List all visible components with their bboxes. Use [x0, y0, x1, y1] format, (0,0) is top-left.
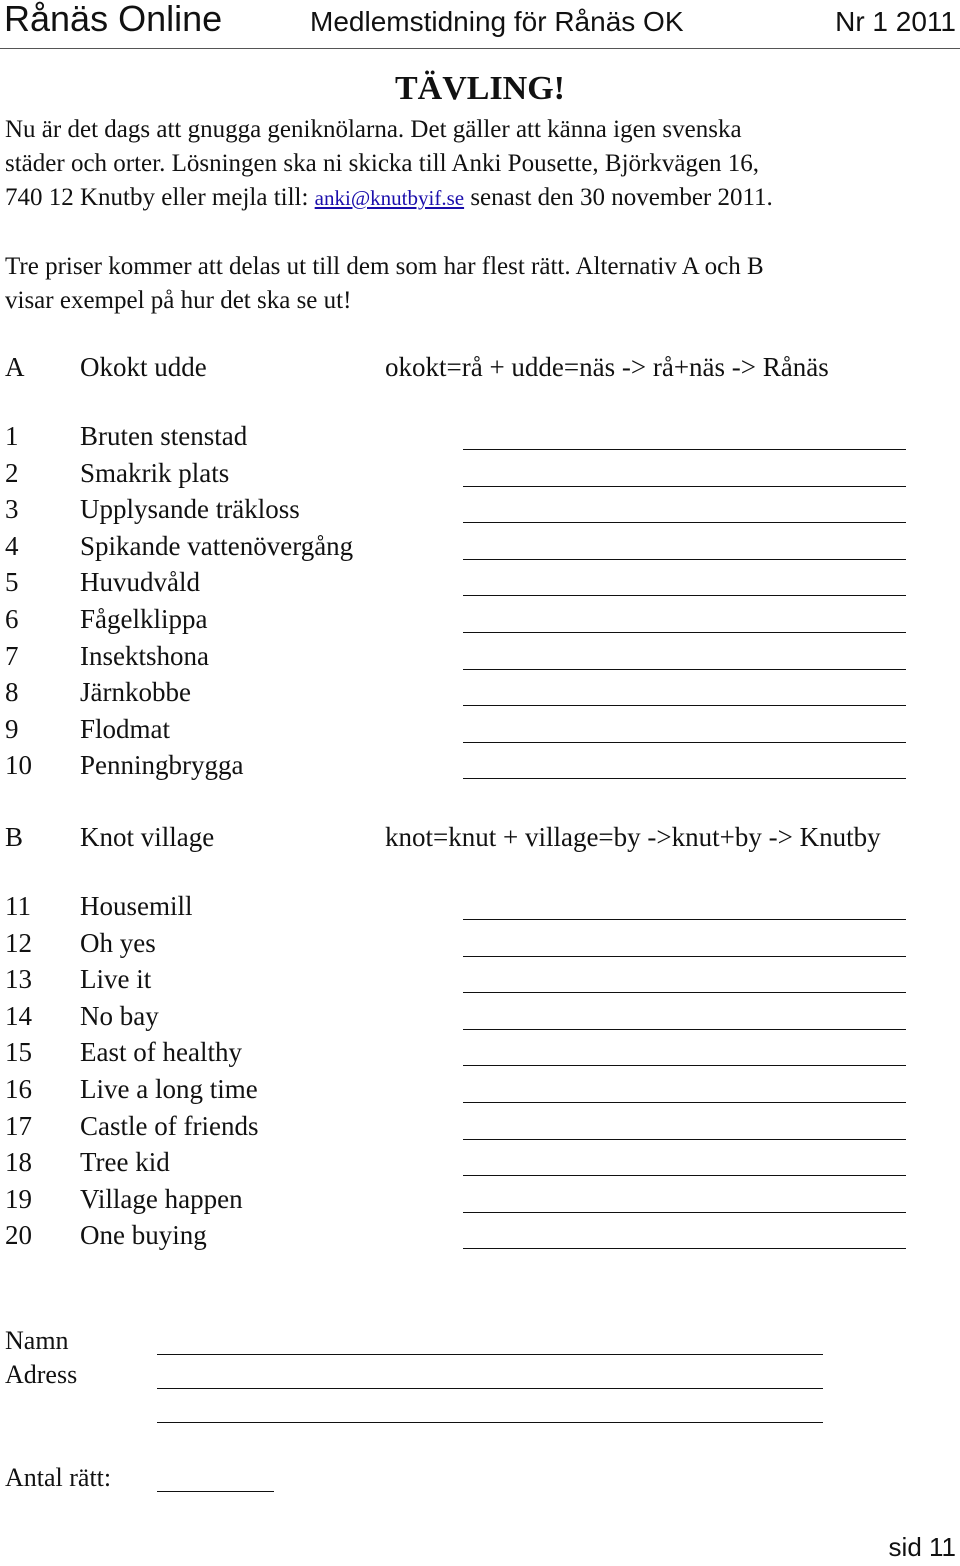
question-row	[0, 604, 960, 640]
answer-line[interactable]	[463, 1102, 906, 1103]
question-clue: No bay	[80, 1000, 159, 1031]
answer-line[interactable]	[463, 522, 906, 523]
question-clue: Smakrik plats	[80, 457, 230, 488]
question-number: 1	[5, 421, 19, 451]
question-clue: Huvudvåld	[80, 567, 200, 598]
question-number: 13	[5, 964, 32, 995]
question-number: 17	[5, 1110, 32, 1141]
intro-line-2: städer och orter. Lösningen ska ni skicka till Anki Pousette, Björkvägen 16,	[5, 150, 760, 177]
answer-line[interactable]	[463, 559, 906, 560]
answer-line[interactable]	[463, 632, 906, 633]
question-clue: One buying	[80, 1220, 207, 1251]
question-clue: Fågelklippa	[80, 604, 208, 634]
address-answer-line-1[interactable]	[157, 1388, 823, 1389]
question-row	[0, 964, 960, 1000]
answer-line[interactable]	[463, 778, 906, 779]
example-a-clue: Okokt udde	[80, 352, 207, 382]
question-number: 7	[5, 640, 19, 671]
question-row	[0, 1001, 960, 1037]
question-clue: Penningbrygga	[80, 750, 244, 781]
answer-line[interactable]	[463, 669, 906, 670]
intro-line-1: Nu är det dags att gnugga geniknölarna. Det gäller att känna igen svenska	[5, 116, 742, 143]
answer-line[interactable]	[463, 1065, 906, 1066]
question-number: 19	[5, 1183, 32, 1214]
answer-line[interactable]	[463, 1175, 906, 1176]
name-answer-line[interactable]	[157, 1354, 823, 1355]
answer-line[interactable]	[463, 1248, 906, 1249]
question-number: 6	[5, 604, 19, 634]
question-row	[0, 714, 960, 750]
name-label: Namn	[5, 1326, 69, 1355]
question-clue: Spikande vattenövergång	[80, 530, 354, 561]
question-number: 15	[5, 1037, 32, 1068]
question-row	[0, 1037, 960, 1073]
question-number: 2	[5, 457, 19, 488]
answer-line[interactable]	[463, 1139, 906, 1140]
question-row	[0, 421, 960, 457]
answer-line[interactable]	[463, 1212, 906, 1213]
question-row	[0, 1074, 960, 1110]
question-row	[0, 458, 960, 494]
prizes-line-2: visar exempel på hur det ska se ut!	[5, 287, 352, 314]
question-number: 20	[5, 1220, 32, 1251]
question-number: 11	[5, 891, 31, 921]
question-row	[0, 750, 960, 786]
question-number: 16	[5, 1074, 32, 1104]
question-number: 4	[5, 530, 19, 561]
question-clue: Castle of friends	[80, 1110, 259, 1141]
page-number: sid 11	[888, 1532, 956, 1562]
score-answer-line[interactable]	[157, 1491, 274, 1492]
question-row	[0, 1147, 960, 1183]
page-title: TÄVLING!	[394, 70, 566, 107]
example-a-solution: okokt=rå + udde=näs -> rå+näs -> Rånäs	[385, 352, 829, 382]
header-divider	[0, 48, 960, 49]
prizes-line-1: Tre priser kommer att delas ut till dem som har flest rätt. Alternativ A och B	[5, 253, 764, 280]
header-subtitle: Medlemstidning för Rånäs OK	[310, 6, 684, 37]
question-number: 5	[5, 567, 19, 598]
question-clue: Oh yes	[80, 927, 156, 958]
answer-line[interactable]	[463, 595, 906, 596]
question-row	[0, 567, 960, 603]
answer-line[interactable]	[463, 449, 906, 450]
question-clue: East of healthy	[80, 1037, 242, 1068]
question-row	[0, 531, 960, 567]
question-number: 10	[5, 750, 32, 781]
intro-line-3-before: 740 12 Knutby eller mejla till:	[5, 184, 315, 211]
question-clue: Bruten stenstad	[80, 421, 248, 451]
question-clue: Insektshona	[80, 640, 209, 671]
intro-paragraph	[5, 113, 945, 215]
question-row	[0, 1220, 960, 1256]
answer-line[interactable]	[463, 486, 906, 487]
question-clue: Flodmat	[80, 713, 171, 744]
example-b-label: B	[5, 822, 24, 852]
intro-line-3-after: senast den 30 november 2011.	[464, 184, 773, 211]
question-number: 12	[5, 927, 32, 958]
question-row	[0, 677, 960, 713]
example-b-solution: knot=knut + village=by ->knut+by -> Knutby	[385, 822, 881, 852]
question-number: 9	[5, 713, 19, 744]
issue-number: Nr 1 2011	[835, 6, 956, 37]
example-b-clue: Knot village	[80, 822, 215, 852]
answer-line[interactable]	[463, 742, 906, 743]
answer-line[interactable]	[463, 992, 906, 993]
question-clue: Live it	[80, 964, 152, 995]
prizes-paragraph	[5, 250, 945, 318]
question-number: 8	[5, 677, 19, 708]
question-clue: Housemill	[80, 891, 193, 921]
question-row	[0, 891, 960, 927]
question-number: 18	[5, 1147, 32, 1178]
answer-line[interactable]	[463, 705, 906, 706]
score-label: Antal rätt:	[5, 1463, 112, 1492]
page-header	[0, 0, 960, 50]
question-number: 14	[5, 1000, 32, 1031]
question-row	[0, 494, 960, 530]
example-a-label: A	[5, 352, 25, 382]
question-clue: Tree kid	[80, 1147, 170, 1178]
question-row	[0, 928, 960, 964]
question-row	[0, 1184, 960, 1220]
answer-line[interactable]	[463, 1029, 906, 1030]
answer-line[interactable]	[463, 919, 906, 920]
question-clue: Live a long time	[80, 1074, 258, 1104]
intro-line-3	[5, 181, 945, 215]
address-answer-line-2[interactable]	[157, 1422, 823, 1423]
question-number: 3	[5, 494, 19, 525]
question-clue: Järnkobbe	[80, 677, 191, 708]
address-label: Adress	[5, 1360, 78, 1389]
question-clue: Upplysande träkloss	[80, 494, 300, 525]
question-clue: Village happen	[80, 1183, 243, 1214]
brand-title: Rånäs Online	[4, 0, 223, 39]
question-row	[0, 641, 960, 677]
question-row	[0, 1111, 960, 1147]
email-link[interactable]: anki@knutbyif.se	[314, 186, 465, 210]
answer-line[interactable]	[463, 956, 906, 957]
